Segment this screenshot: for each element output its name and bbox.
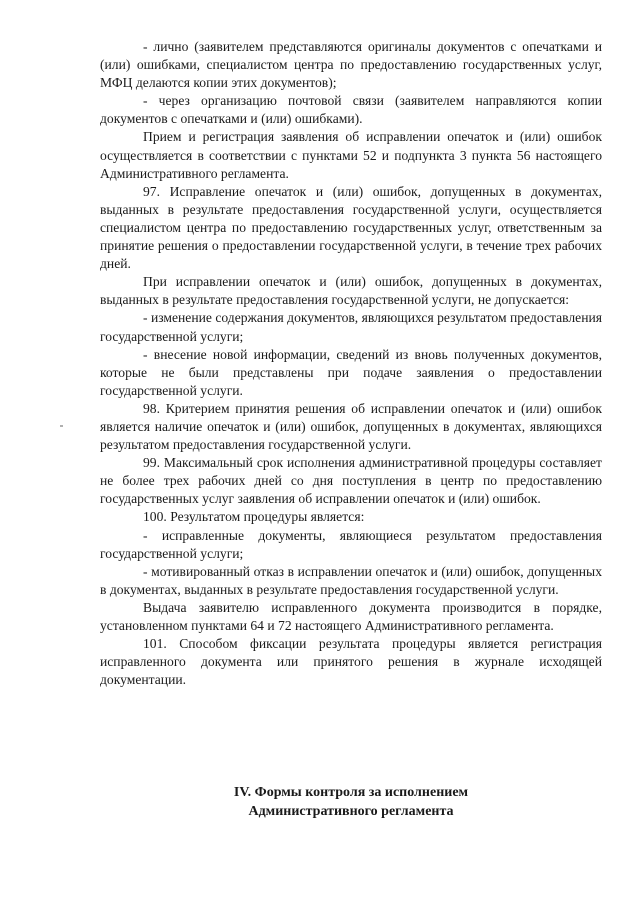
paragraph: 100. Результатом процедуры является: — [143, 509, 365, 525]
section-heading-line: IV. Формы контроля за исполнением — [233, 785, 469, 800]
paragraph: 101. Способом фиксации результата процедуры является регистрация исправленного документа или принятого решения в журнале исходящей документации. — [100, 636, 602, 688]
section-heading-line: Административного регламента — [248, 803, 454, 819]
paragraph: - лично (заявителем представляются оригиналы документов с опечатками и (или) ошибками, специалистом центра по предоставлению государственных услуг, МФЦ делаются копии этих документов); — [100, 39, 602, 91]
paragraph: - через организацию почтовой связи (заявителем направляются копии документов с опечатками и (или) ошибками). — [100, 93, 602, 127]
margin-mark — [60, 425, 63, 427]
paragraph: - исправленные документы, являющиеся результатом предоставления государственной услуги; — [100, 527, 602, 561]
body-text — [100, 38, 602, 689]
paragraph: 99. Максимальный срок исполнения административной процедуры составляет не более трех рабочих дней со дня поступления в центр по предоставлению государственных услуг заявления об исправлении опечаток и (или) ошибок. — [100, 455, 602, 507]
paragraph: При исправлении опечаток и (или) ошибок, допущенных в документах, выданных в результате предоставления государственной услуги, не допускается: — [100, 274, 602, 308]
paragraph: Выдача заявителю исправленного документа производится в порядке, установленном пунктами 64 и 72 настоящего Административного регламента. — [100, 599, 602, 633]
paragraph: - внесение новой информации, сведений из вновь полученных документов, которые не были представлены при подаче заявления о предоставлении государственной услуги. — [100, 346, 602, 398]
paragraph: 98. Критерием принятия решения об исправлении опечаток и (или) ошибок является наличие опечаток и (или) ошибок, допущенных в документах, являющихся результатом предоставления государственной услуги. — [100, 400, 602, 453]
paragraph: - изменение содержания документов, являющихся результатом предоставления государственной услуги; — [100, 310, 602, 344]
paragraph: - мотивированный отказ в исправлении опечаток и (или) ошибок, допущенных в документах, выданных в результате предоставления государственной услуги. — [100, 563, 602, 597]
section-heading — [100, 784, 602, 821]
paragraph: Прием и регистрация заявления об исправлении опечаток и (или) ошибок осуществляется в соответствии с пунктами 52 и подпункта 3 пункта 56 настоящего Административного регламента. — [100, 129, 602, 181]
paragraph: 97. Исправление опечаток и (или) ошибок, допущенных в документах, выданных в результате предоставления государственной услуги, осуществляется специалистом центра по предоставлению государственных услуг, ответственным за принятие решения о предоставлении государственной услуги, в течение трех рабочих дней. — [100, 183, 602, 272]
